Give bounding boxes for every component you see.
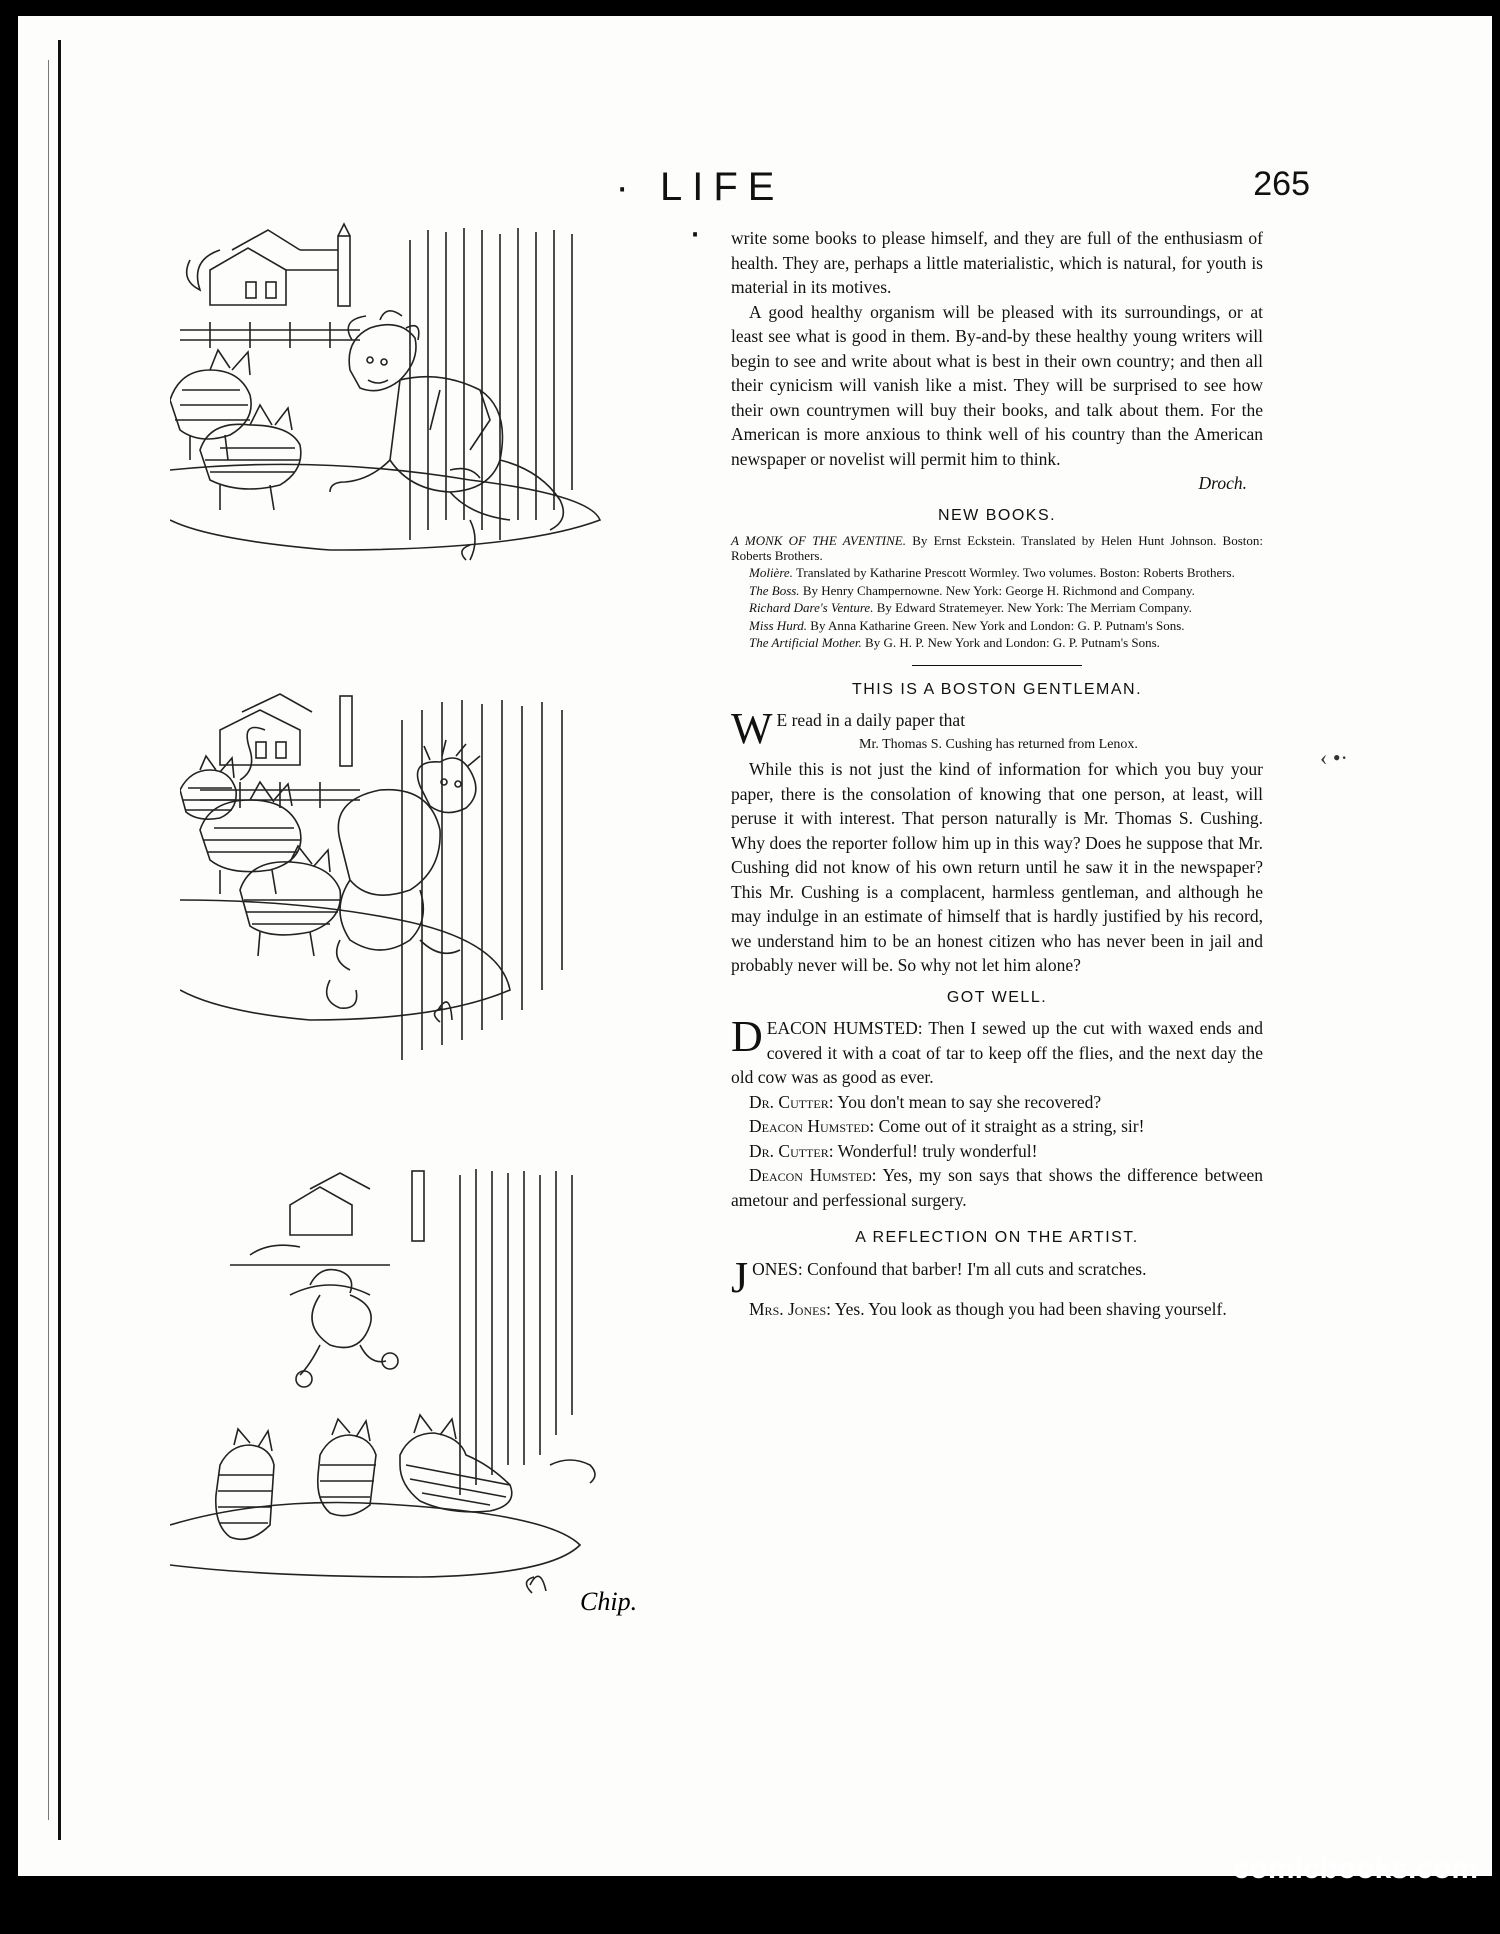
speaker-name: Dr. Cutter: xyxy=(749,1140,834,1161)
lead-text: E read in a daily paper that xyxy=(776,710,966,730)
dialogue-text: Confound that barber! I'm all cuts and scratches. xyxy=(807,1258,1147,1279)
book-details: By Ernst Eckstein. Translated by Helen Hunt Johnson. Boston: Roberts Brothers. xyxy=(731,533,1263,563)
watermark: comicbooks.com xyxy=(1232,1852,1478,1885)
dialogue-line xyxy=(731,1163,1263,1212)
text-column xyxy=(731,226,1263,1321)
drop-cap: J xyxy=(731,1252,749,1302)
dialogue-text: Come out of it straight as a string, sir! xyxy=(878,1116,1145,1136)
margin-marks: ‹ •· xyxy=(1320,745,1348,770)
book-details: By Edward Stratemeyer. New York: The Merriam Company. xyxy=(876,600,1192,615)
speaker-name: Deacon Humsted: xyxy=(749,1165,877,1185)
book-entry xyxy=(731,619,1263,634)
book-title: A MONK OF THE AVENTINE. xyxy=(731,533,906,548)
artist-signature: Chip. xyxy=(580,1587,638,1616)
dialogue-text: Yes, my son says that shows the difference between ametour and perfessional surgery. xyxy=(731,1165,1263,1210)
book-title: Richard Dare's Venture. xyxy=(749,600,874,615)
book-details: By Anna Katharine Green. New York and London: G. P. Putnam's Sons. xyxy=(810,617,1185,633)
book-entry xyxy=(731,584,1263,599)
quoted-notice: Mr. Thomas S. Cushing has returned from Lenox. xyxy=(859,736,1138,752)
section-heading: NEW BOOKS. xyxy=(937,506,1057,524)
book-title: Miss Hurd. xyxy=(749,617,808,633)
speaker-name: EACON HUMSTED: xyxy=(766,1018,923,1038)
paragraph: While this is not just the kind of information for which you buy your paper, there is the consolation of knowing that one person, at least, will peruse it with interest. That person naturally is Mr. Thomas S. Cushing. Why does the reporter follow him up in this way? Does he suppose that Mr. Cushing did not know of his own return until he saw it in the newspaper? This Mr. Cushing is a complacent, harmless gentleman, and although he may indulge in an estimate of himself that is hardly justified by his record, we understand him to be an honest citizen who has never been in jail and probably never will be. So why not let him alone? xyxy=(731,759,1263,975)
dialogue-line xyxy=(731,1090,1263,1115)
author-signature: Droch. xyxy=(1198,473,1247,493)
speaker-name: Deacon Humsted: xyxy=(749,1116,875,1136)
speaker-name: Dr. Cutter: xyxy=(749,1091,834,1112)
drop-cap: D xyxy=(731,1012,763,1061)
dialogue-text: Yes. You look as though you had been shaving yourself. xyxy=(834,1298,1227,1319)
binding-shadow xyxy=(48,60,49,1820)
section-heading: GOT WELL. xyxy=(946,988,1048,1006)
section-heading: A REFLECTION ON THE ARTIST. xyxy=(855,1229,1139,1246)
cartoon-panel-2 xyxy=(180,690,720,1070)
book-entry xyxy=(731,601,1263,616)
cartoon-panel-1 xyxy=(170,220,710,600)
book-details: Translated by Katharine Prescott Wormley. Two volumes. Boston: Roberts Brothers. xyxy=(795,565,1235,580)
book-details: By G. H. P. New York and London: G. P. Putnam's Sons. xyxy=(865,635,1160,650)
dialogue-line xyxy=(731,1012,1263,1090)
book-details: By Henry Champernowne. New York: George H. Richmond and Company. xyxy=(802,582,1195,598)
book-title: The Artificial Mother. xyxy=(749,635,862,650)
dialogue-line xyxy=(731,1297,1263,1322)
binding-edge xyxy=(58,40,61,1840)
dialogue-line xyxy=(731,1139,1263,1164)
dialogue-text: Wonderful! truly wonderful! xyxy=(837,1140,1038,1161)
dialogue-text: You don't mean to say she recovered? xyxy=(837,1091,1102,1112)
paragraph: write some books to please himself, and they are full of the enthusiasm of health. They are, perhaps a little materialistic, which is natural, for youth is material in its motives. xyxy=(731,228,1263,297)
drop-cap: W xyxy=(731,704,773,753)
speaker-name: ONES: xyxy=(752,1258,803,1279)
section-heading: THIS IS A BOSTON GENTLEMAN. xyxy=(851,680,1143,698)
magazine-title: · LIFE · xyxy=(615,165,785,254)
dialogue-text: Then I sewed up the cut with waxed ends and covered it with a coat of tar to keep off the flies, and the next day the old cow was as good as ever. xyxy=(731,1018,1263,1087)
paragraph: A good healthy organism will be pleased with its surroundings, or at least see what is good in them. By-and-by these healthy young writers will begin to see and write about what is best in their own country; and then all their cynicism will vanish like a mist. They will be surprised to see how their own countrymen will buy their books, and talk about them. For the American is more anxious to think well of his country than the American newspaper or novelist will permit him to think. xyxy=(731,301,1263,469)
book-entry xyxy=(731,566,1263,581)
book-title: The Boss. xyxy=(749,582,800,598)
page-number: 265 xyxy=(1253,165,1310,203)
speaker-name: Mrs. Jones: xyxy=(749,1298,831,1319)
dialogue-line xyxy=(731,1114,1263,1139)
dialogue-line xyxy=(731,1252,1263,1302)
book-entry xyxy=(731,534,1263,563)
book-entry xyxy=(731,636,1263,651)
book-title: Molière. xyxy=(749,565,793,580)
cartoon-panel-3 xyxy=(170,1165,710,1625)
book-list xyxy=(731,534,1263,651)
section-divider xyxy=(912,665,1082,666)
